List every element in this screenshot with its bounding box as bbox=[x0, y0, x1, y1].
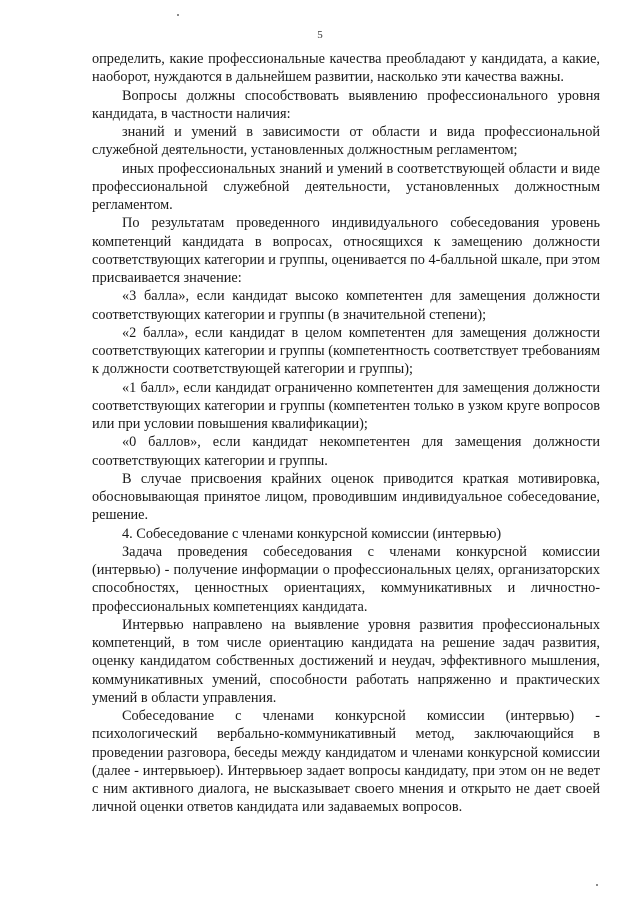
paragraph: В случае присвоения крайних оценок приводится краткая мотивировка, обосновывающая принятое лицом, проводившим индивидуальное собеседование, решение. bbox=[92, 470, 600, 524]
paragraph: По результатам проведенного индивидуального собеседования уровень компетенций кандидата в вопросах, относящихся к замещению должности соответствующих категории и группы, оценивается по 4-балльной шкале, при этом присваивается значение: bbox=[92, 215, 600, 286]
document-body bbox=[92, 50, 600, 817]
paragraph: «0 баллов», если кандидат некомпетентен для замещения должности соответствующих категории и группы. bbox=[92, 434, 600, 469]
scan-speck bbox=[177, 14, 179, 16]
paragraph: иных профессиональных знаний и умений в соответствующей области и виде профессиональной служебной деятельности, установленных должностным регламентом. bbox=[92, 160, 600, 213]
paragraph: «1 балл», если кандидат ограниченно компетентен для замещения должности соответствующих категории и группы (компетентен только в узком круге вопросов или при условии повышения квалификации); bbox=[92, 379, 600, 432]
paragraph: Собеседование с членами конкурсной комиссии (интервью) - психологический вербально-коммуникативный метод, заключающийся в проведении разговора, беседы между кандидатом и членами конкурсной комиссии (далее - интервьюер). Интервьюер задает вопросы кандидату, при этом он не ведет с ним активного диалога, не высказывает своего мнения и открыто не дает своей личной оценки ответов кандидата или задаваемых вопросов. bbox=[92, 708, 600, 816]
paragraph: Интервью направлено на выявление уровня развития профессиональных компетенций, в том числе ориентацию кандидата на решение задач развития, оценку кандидатом собственных достижений и неудач, эффективного мышления, коммуникативных умений, способности работать напряженно и практических умений в области управления. bbox=[92, 616, 600, 706]
paragraph: «3 балла», если кандидат высоко компетентен для замещения должности соответствующих категории и группы (в значительной степени); bbox=[92, 288, 600, 323]
page-number: 5 bbox=[317, 29, 323, 41]
paragraph: определить, какие профессиональные качества преобладают у кандидата, а какие, наоборот, нуждаются в дальнейшем развитии, насколько эти качества важны. bbox=[92, 51, 600, 86]
scan-speck bbox=[596, 884, 598, 886]
paragraph: Вопросы должны способствовать выявлению профессионального уровня кандидата, в частности наличия: bbox=[92, 87, 600, 122]
section-heading: 4. Собеседование с членами конкурсной комиссии (интервью) bbox=[122, 525, 502, 542]
paragraph: «2 балла», если кандидат в целом компетентен для замещения должности соответствующих категории и группы (компетентность соответствует требованиям к должности соответствующей категории и группы); bbox=[92, 324, 600, 378]
paragraph: Задача проведения собеседования с членами конкурсной комиссии (интервью) - получение информации о профессиональных целях, организаторских способностях, ценностных ориентациях, коммуникативных и личностно-профессиональных компетенциях кандидата. bbox=[92, 543, 600, 615]
paragraph: знаний и умений в зависимости от области и вида профессиональной служебной деятельности, установленных должностным регламентом; bbox=[92, 124, 600, 159]
